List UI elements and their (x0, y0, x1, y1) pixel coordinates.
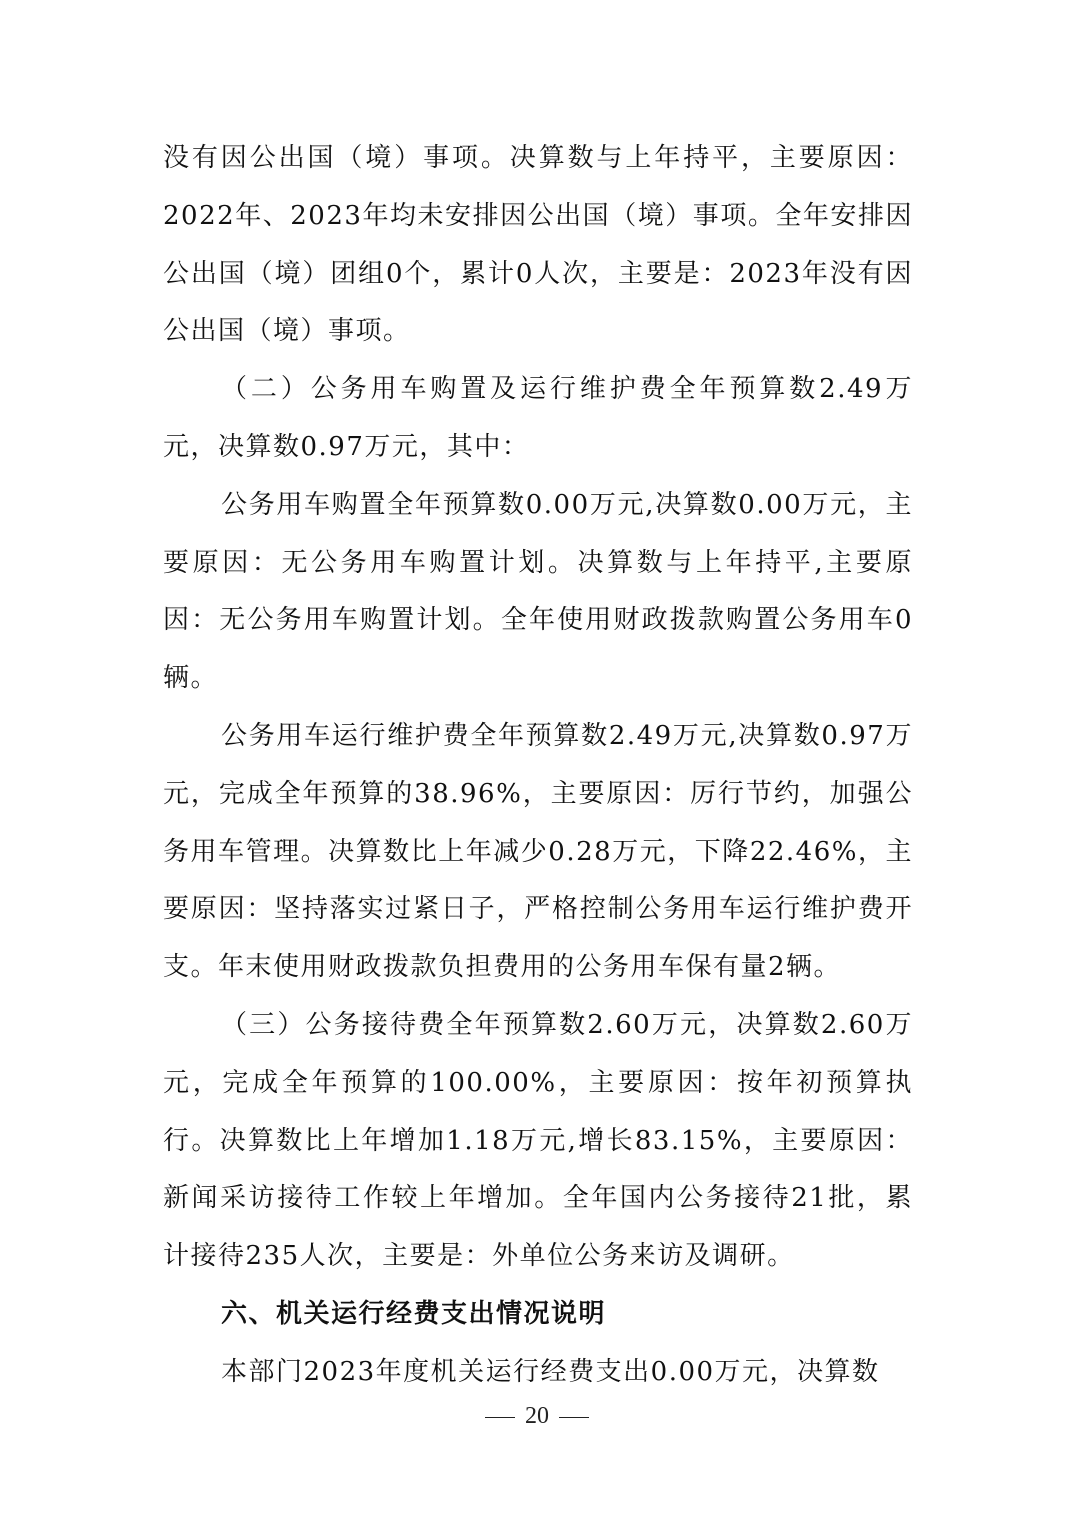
paragraph-operating-expenses: 本部门2023年度机关运行经费支出0.00万元，决算数 (221, 1356, 880, 1387)
page-footer (0, 1403, 1074, 1430)
paragraph-vehicle-maintenance: 公务用车运行维护费全年预算数2.49万元,决算数0.97万元，完成全年预算的38.96%，主要原因：厉行节约，加强公务用车管理。决算数比上年减少0.28万元，下降22.46%，主要原因：坚持落实过紧日子，严格控制公务用车运行维护费开支。年末使用财政拨款负担费用的公务用车保有量2辆。 (163, 720, 913, 983)
page-number: 20 (525, 1403, 549, 1429)
body-text (163, 130, 913, 1402)
section-heading: 六、机关运行经费支出情况说明 (221, 1298, 607, 1329)
paragraph-reception: （三）公务接待费全年预算数2.60万元，决算数2.60万元，完成全年预算的100.00%，主要原因：按年初预算执行。决算数比上年增加1.18万元,增长83.15%，主要原因：新闻采访接待工作较上年增加。全年国内公务接待21批，累计接待235人次，主要是：外单位公务来访及调研。 (163, 1009, 913, 1272)
paragraph-vehicle-summary: （二）公务用车购置及运行维护费全年预算数2.49万元，决算数0.97万元，其中： (163, 374, 913, 462)
paragraph-vehicle-purchase: 公务用车购置全年预算数0.00万元,决算数0.00万元，主要原因：无公务用车购置计划。决算数与上年持平,主要原因：无公务用车购置计划。全年使用财政拨款购置公务用车0辆。 (163, 489, 913, 694)
footer-dash-right (559, 1417, 589, 1419)
paragraph-outbound-travel: 没有因公出国（境）事项。决算数与上年持平，主要原因：2022年、2023年均未安排因公出国（境）事项。全年安排因公出国（境）团组0个，累计0人次，主要是：2023年没有因公出国（境）事项。 (163, 143, 913, 347)
footer-dash-left (485, 1417, 515, 1419)
